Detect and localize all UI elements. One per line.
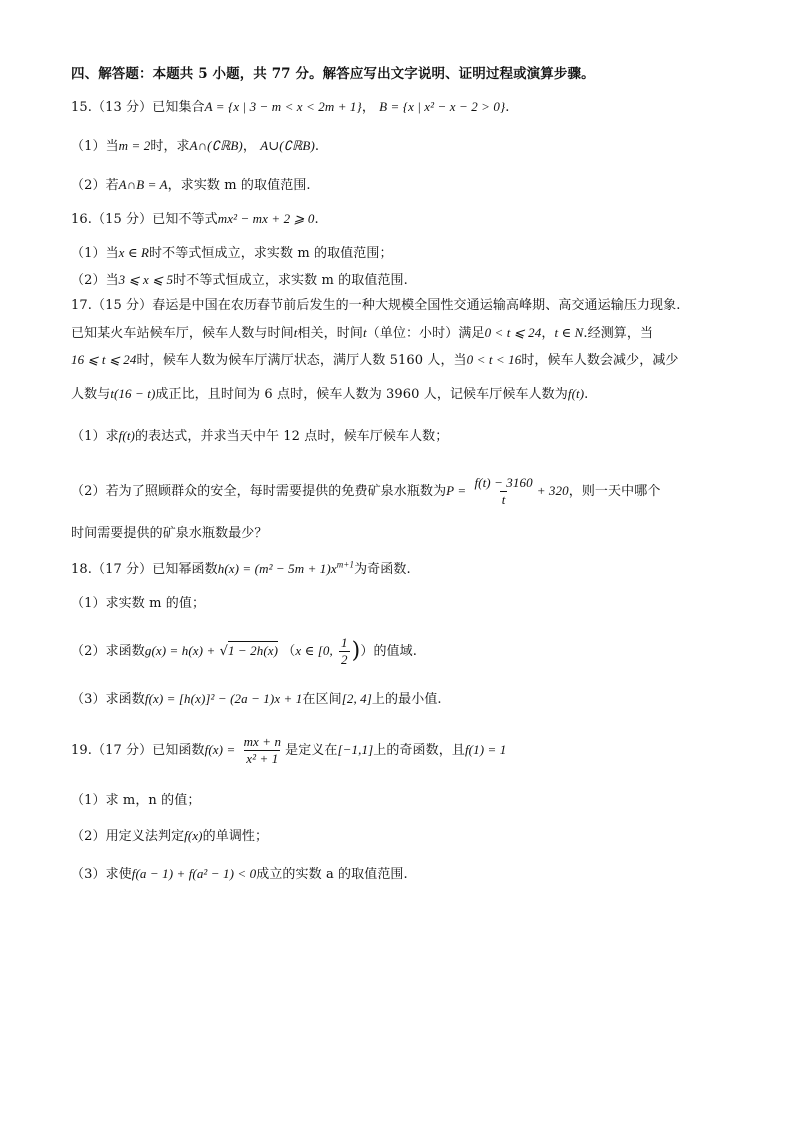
q15-head: 15.（13 分）已知集合 (71, 100, 205, 115)
q17-line-1: 17.（15 分）春运是中国在农历春节前后发生的一种大规模全国性交通运输高峰期、高交通运输压力现象. (71, 298, 681, 313)
q17-part2: （2）若为了照顾群众的安全，每时需要提供的免费矿泉水瓶数为P = $\frac{f(t) - 3160}{t}$ + 320，则一天中哪个 (71, 475, 661, 507)
q18-part3: （3）求函数f(x) = [h(x)]² − (2a − 1)x + 1在区间[2, 4]上的最小值. (71, 691, 442, 707)
q17-line-4: 人数与t(16 − t)成正比，且时间为 6 点时，候车人数为 3960 人，记候车厅候车人数为f(t). (71, 386, 589, 402)
q19-fraction: $\frac{mx + n}{\text{x² + 1}}$ (243, 734, 282, 766)
q17-fraction: $\frac{f(t) - 3160}{t}$ (474, 475, 533, 507)
q17-line-2: 已知某火车站候车厅，候车人数与时间t相关，时间t（单位：小时）满足0 < t ⩽ 24，t ∈ N.经测算，当 (71, 325, 654, 341)
q18-part2: （2）求函数g(x) = h(x) + √1 − 2h(x) （x ∈ [0, $\frac{1}{2}$ )）的值域. (71, 635, 417, 667)
q19-part1: （1）求 m，n 的值； (71, 793, 201, 808)
q19-part2: （2）用定义法判定f(x)的单调性； (71, 828, 269, 844)
q15-set-a: A = {x | 3 − m < x < 2m + 1} (204, 99, 362, 114)
q15-set-b: B = {x | x² − x − 2 > 0} (379, 99, 506, 114)
q16-statement: 16.（15 分）已知不等式mx² − mx + 2 ⩾ 0. (71, 211, 319, 227)
q19-part3: （3）求使f(a − 1) + f(a² − 1) < 0成立的实数 a 的取值范围. (71, 866, 408, 882)
q18-statement: 18.（17 分）已知幂函数$h(x) = (m^2 - 5m + 1)x^{m+1}$为奇函数. (71, 559, 411, 577)
q16-part1: （1）当x ∈ R时不等式恒成立，求实数 m 的取值范围； (71, 245, 393, 261)
q17-line-3: 16 ⩽ t ⩽ 24时，候车人数为候车厅满厅状态，满厅人数 5160 人，当0 < t < 16时，候车人数会减少，减少 (71, 352, 679, 368)
q18-part1: （1）求实数 m 的值； (71, 596, 206, 611)
q15-part2: （2）若A∩B = A，求实数 m 的取值范围. (71, 177, 311, 193)
q17-part2-cont: 时间需要提供的矿泉水瓶数最少？ (71, 526, 268, 541)
q19-statement: 19.（17 分）已知函数f(x) = $\frac{mx + n}{\text{x² + 1}}$ 是定义在[−1,1]上的奇函数，且f(1) = 1 (71, 734, 507, 766)
section-title: 四、解答题：本题共 5 小题，共 77 分。解答应写出文字说明、证明过程或演算步骤。 (71, 66, 595, 82)
q15-statement: 15.（13 分）已知集合A = {x | 3 − m < x < 2m + 1}， B = {x | x² − x − 2 > 0}. (71, 99, 510, 115)
q17-part1: （1）求f(t)的表达式，并求当天中午 12 点时，候车厅候车人数； (71, 428, 449, 444)
q18-fraction: $\frac{1}{2}$ (341, 635, 348, 667)
q16-part2: （2）当3 ⩽ x ⩽ 5时不等式恒成立，求实数 m 的取值范围. (71, 272, 408, 288)
q15-part1: （1）当m = 2时，求A∩(∁ℝB)， A∪(∁ℝB). (71, 138, 320, 154)
